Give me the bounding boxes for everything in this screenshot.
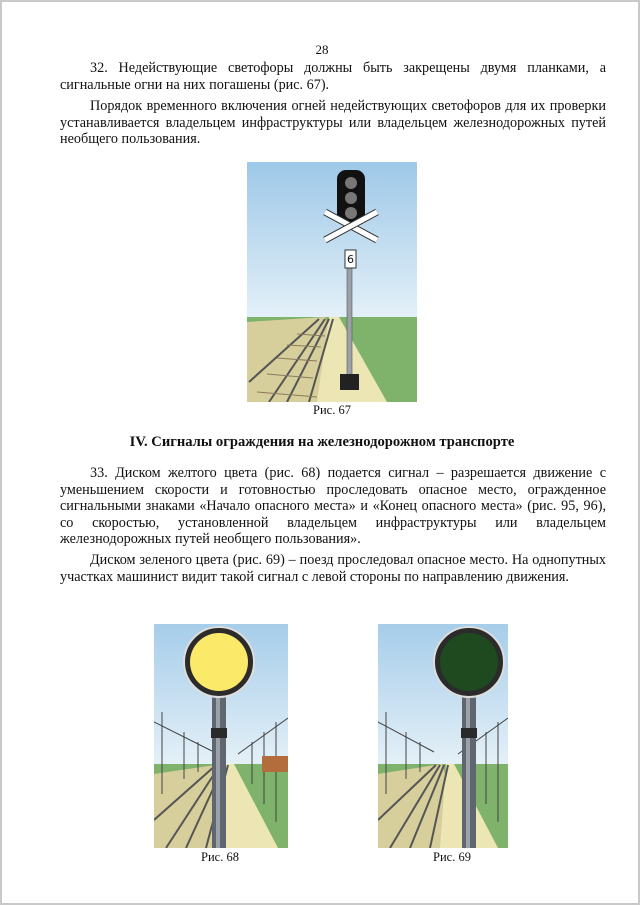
figure-68-caption: Рис. 68 [201,850,239,864]
figure-67 [247,162,417,402]
figure-68 [154,624,288,848]
paragraph-33-continued: Диском зеленого цвета (рис. 69) – поезд проследовал опасное место. На однопутных участках машинист видит такой сигнал с левой стороны по направлению движения. [60,552,606,585]
mast-base [340,374,359,390]
yellow-disc [190,633,248,691]
section-heading: IV. Сигналы ограждения на железнодорожном транспорте [129,434,515,450]
yellow-disc-illustration [154,624,288,848]
disabled-signal-illustration [247,162,417,402]
green-disc-illustration [378,624,508,848]
figure-69-caption: Рис. 69 [433,850,471,864]
paragraph-32: 32. Недействующие светофоры должны быть закрещены двумя планками, а сигнальные огни на них погашены (рис. 67). [60,60,606,93]
mast-number: 6 [347,253,354,266]
paragraph-32-continued: Порядок временного включения огней недействующих светофоров для их проверки устанавливается владельцем инфраструктуры или владельцем железнодорожных путей необщего пользования. [60,98,606,147]
paragraph-33: 33. Диском желтого цвета (рис. 68) подается сигнал – разрешается движение с уменьшением скорости и готовностью проследовать опасное место, огражденное сигнальными знаками «Начало опасного места» и «Конец опасного места» (рис. 95, 96), со скоростью, установленной владельцем инфраструктуры или владельцем железнодорожных путей необщего пользования». [60,465,606,547]
page-number: 28 [315,42,329,57]
green-disc [440,633,498,691]
signal-mast [347,252,352,382]
figure-67-caption: Рис. 67 [313,403,351,417]
figure-69 [378,624,508,848]
